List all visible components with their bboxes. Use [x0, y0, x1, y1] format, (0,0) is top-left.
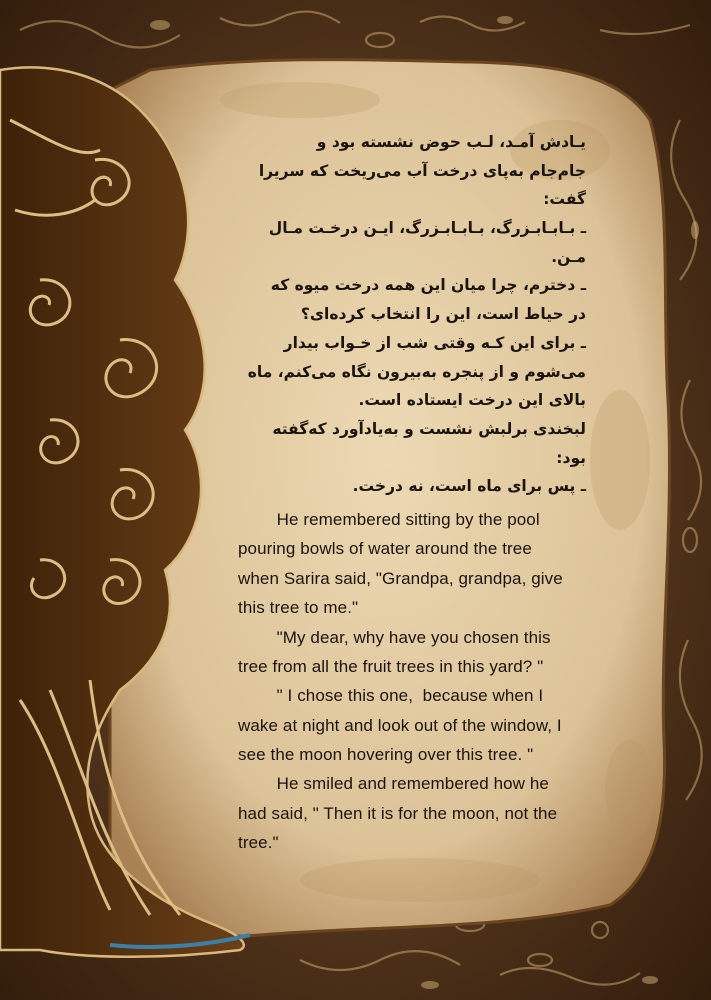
english-line: when Sarira said, "Grandpa, grandpa, give — [238, 568, 563, 588]
english-line: pouring bowls of water around the tree — [238, 539, 532, 559]
english-line: tree." — [238, 833, 279, 853]
persian-line: بالای این درخت ایستاده است. — [358, 391, 586, 410]
english-text — [238, 505, 586, 858]
english-line: see the moon hovering over this tree. " — [238, 745, 534, 765]
text-panel — [238, 128, 586, 858]
persian-line: یـادش آمـد، لـب حوض نشسته بود و — [316, 133, 586, 151]
persian-line: گفت: — [543, 190, 586, 209]
english-line: this tree to me." — [238, 598, 359, 618]
english-line: He smiled and remembered how he — [238, 774, 549, 794]
english-line: had said, " Then it is for the moon, not the — [238, 803, 558, 823]
english-line: tree from all the fruit trees in this yard? " — [238, 656, 544, 676]
persian-line: ـ پس برای ماه است، نه درخت. — [352, 477, 586, 496]
persian-line: بود: — [556, 448, 586, 467]
persian-line: ـ بـابـابـزرگ، بـابـابـزرگ، ایـن درخـت مـال — [268, 219, 586, 238]
persian-line: ـ برای این کـه وقتی شب از خـواب بیدار — [283, 333, 586, 352]
persian-line: در حیاط است، این را انتخاب کرده‌ای؟ — [300, 305, 586, 324]
english-line: He remembered sitting by the pool — [238, 509, 540, 529]
persian-line: ـ دخترم، چرا میان این همه درخت میوه که — [270, 276, 586, 295]
persian-text — [238, 128, 586, 501]
persian-line: می‌شوم و از پنجره به‌بیرون نگاه می‌کنم، ماه — [247, 362, 586, 381]
persian-line: لبخندی برلبش نشست و به‌یادآورد که‌گفته — [272, 419, 586, 438]
english-line: wake at night and look out of the window, I — [238, 715, 562, 735]
english-line: "My dear, why have you chosen this — [238, 627, 551, 647]
persian-line: جام‌جام به‌پای درخت آب می‌ریخت که سریرا — [258, 161, 586, 180]
persian-line: مـن. — [551, 247, 586, 266]
english-line: " I chose this one, because when I — [238, 686, 544, 706]
